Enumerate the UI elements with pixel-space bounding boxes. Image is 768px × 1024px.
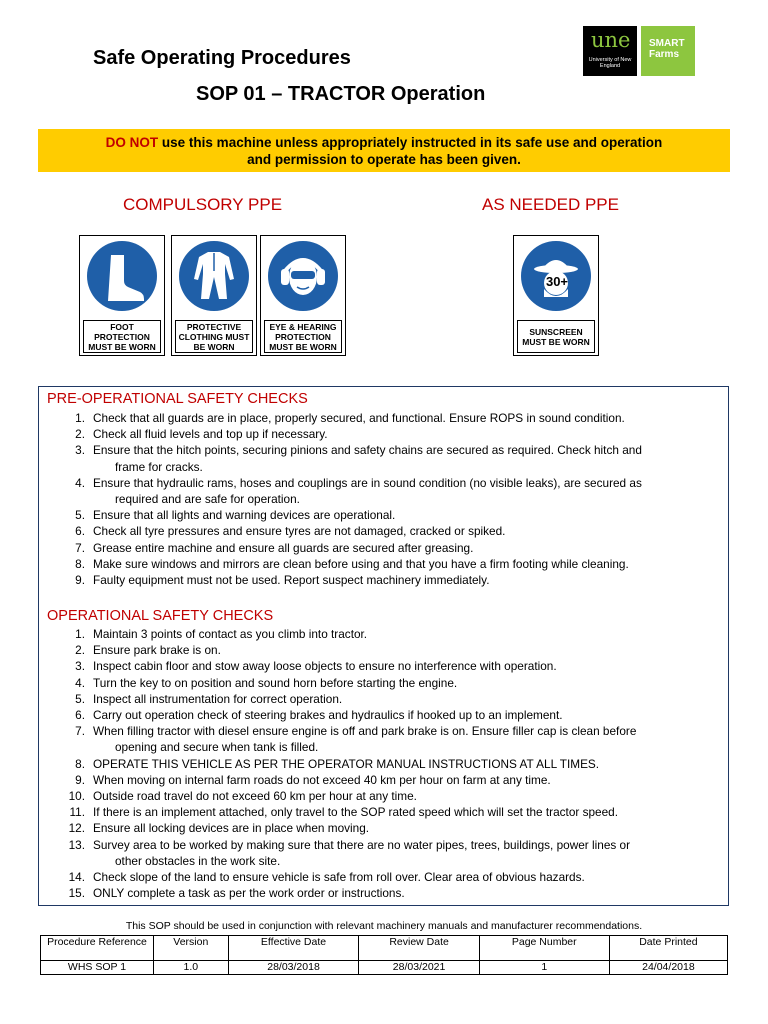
list-item [65, 642, 705, 658]
spf-badge: 30+ [545, 274, 569, 289]
list-item-number: 6. [75, 524, 85, 539]
list-item [65, 820, 705, 836]
protective-clothing-sign [171, 235, 257, 356]
list-item-text: Grease entire machine and ensure all guards are secured after greasing. [93, 540, 474, 555]
smart-logo-line1: SMART [649, 38, 685, 49]
list-item-text: Turn the key to on position and sound horn before starting the engine. [93, 675, 458, 690]
list-item-number: 15. [68, 886, 85, 901]
list-item-text: Ensure park brake is on. [93, 643, 221, 658]
list-item-text: Check that all guards are in place, properly secured, and functional. Ensure ROPS in sound condition. [93, 411, 625, 425]
list-item [65, 426, 705, 442]
list-item-text: Ensure that all lights and warning devices are operational. [93, 508, 396, 523]
list-item-number: 12. [68, 821, 85, 836]
warning-text-line2: and permission to operate has been given. [247, 152, 521, 167]
list-item-text: When filling tractor with diesel ensure engine is off and park brake is on. Ensure filler cap is clean before [93, 724, 637, 739]
list-item-number: 8. [75, 756, 85, 771]
list-item-number: 3. [75, 443, 85, 458]
list-item [65, 572, 705, 588]
list-item [65, 772, 705, 788]
table-cell: WHS SOP 1 [41, 961, 154, 975]
list-item-text: Check slope of the land to ensure vehicle is safe from roll over. Clear area of obvious hazards. [93, 870, 585, 885]
list-item-text: Inspect all instrumentation for correct operation. [93, 691, 343, 706]
list-item-number: 13. [68, 837, 85, 852]
smart-logo-line2: Farms [649, 49, 680, 60]
operational-list [65, 626, 705, 901]
document-info-table [40, 935, 728, 975]
list-item-text-continued: opening and secure when tank is filled. [115, 740, 319, 755]
list-item-number: 1. [75, 627, 85, 641]
list-item-number: 2. [75, 427, 85, 442]
list-item-text: Outside road travel do not exceed 60 km per hour at any time. [93, 789, 417, 804]
table-header-cell: Date Printed [609, 936, 727, 961]
list-item-number: 11. [69, 805, 85, 820]
list-item [65, 475, 705, 507]
list-item-text: Survey area to be worked by making sure that there are no water pipes, trees, buildings, power lines or [93, 837, 631, 852]
list-item [65, 869, 705, 885]
table-cell: 28/03/2018 [228, 961, 359, 975]
list-item-text: Maintain 3 points of contact as you climb into tractor. [93, 627, 368, 641]
sign-label: FOOT PROTECTION MUST BE WORN [83, 320, 161, 353]
sign-label: EYE & HEARING PROTECTION MUST BE WORN [264, 320, 342, 353]
table-header-cell: Effective Date [228, 936, 359, 961]
foot-protection-sign [79, 235, 165, 356]
pre-operational-heading: PRE-OPERATIONAL SAFETY CHECKS [47, 391, 308, 407]
eye-hearing-protection-sign [260, 235, 346, 356]
list-item-text: Check all fluid levels and top up if necessary. [93, 427, 328, 442]
list-item [65, 675, 705, 691]
table-header-cell: Procedure Reference [41, 936, 154, 961]
footer-note: This SOP should be used in conjunction with relevant machinery manuals and manufacturer recommendations. [125, 920, 643, 932]
list-item-number: 3. [75, 659, 85, 674]
list-item [65, 837, 705, 869]
table-header-cell: Page Number [479, 936, 609, 961]
sign-label: PROTECTIVE CLOTHING MUST BE WORN [175, 320, 253, 353]
page-title: Safe Operating Procedures [93, 47, 351, 69]
smart-farms-logo [641, 26, 695, 76]
list-item-number: 2. [75, 643, 85, 658]
list-item [65, 788, 705, 804]
une-logo [583, 26, 637, 76]
list-item-text-continued: frame for cracks. [115, 459, 203, 474]
list-item-text: If there is an implement attached, only travel to the SOP rated speed which will set the tractor speed. [93, 805, 619, 820]
list-item [65, 756, 705, 772]
list-item-text-continued: required and are safe for operation. [115, 492, 300, 507]
list-item-text: Faulty equipment must not be used. Report suspect machinery immediately. [93, 573, 490, 588]
list-item [65, 523, 705, 539]
list-item-number: 10. [68, 789, 85, 804]
sunscreen-sign [513, 235, 599, 356]
une-logo-subtext: University of New England [588, 57, 632, 69]
operational-heading: OPERATIONAL SAFETY CHECKS [47, 608, 274, 624]
list-item [65, 410, 705, 426]
list-item-number: 9. [75, 772, 85, 787]
sign-label: SUNSCREEN MUST BE WORN [517, 320, 595, 353]
list-item-number: 7. [75, 724, 85, 739]
list-item-text: ONLY complete a task as per the work order or instructions. [93, 886, 405, 901]
list-item-number: 7. [75, 540, 85, 555]
list-item-number: 14. [68, 870, 85, 885]
une-logo-text: une [591, 28, 631, 52]
list-item-text: Carry out operation check of steering brakes and hydraulics if hooked up to an implement. [93, 708, 563, 723]
list-item [65, 707, 705, 723]
list-item-text: Make sure windows and mirrors are clean before using and that you have a firm footing while cleaning. [93, 556, 629, 571]
warning-text: use this machine unless appropriately instructed in its safe use and operation [158, 135, 663, 150]
list-item-text: When moving on internal farm roads do not exceed 40 km per hour on farm at any time. [93, 772, 551, 787]
list-item-number: 9. [75, 573, 85, 588]
table-cell: 1.0 [154, 961, 229, 975]
list-item-number: 5. [75, 691, 85, 706]
eye-hearing-icon [268, 241, 338, 311]
list-item [65, 804, 705, 820]
table-header-cell: Review Date [359, 936, 479, 961]
list-item-text-continued: other obstacles in the work site. [115, 853, 281, 868]
list-item-number: 1. [75, 411, 85, 425]
warning-banner [38, 129, 730, 172]
list-item-text: Inspect cabin floor and stow away loose objects to ensure no interference with operation. [93, 659, 557, 674]
list-item-number: 8. [75, 556, 85, 571]
list-item-text: OPERATE THIS VEHICLE AS PER THE OPERATOR MANUAL INSTRUCTIONS AT ALL TIMES. [93, 756, 600, 771]
table-header-cell: Version [154, 936, 229, 961]
list-item-text: Ensure that the hitch points, securing pinions and safety chains are secured as required. Check hitch and [93, 443, 642, 458]
warning-emphasis: DO NOT [105, 135, 159, 150]
list-item-number: 4. [75, 675, 85, 690]
pre-operational-list [65, 410, 705, 588]
list-item [65, 556, 705, 572]
list-item [65, 626, 705, 642]
coverall-icon [179, 241, 249, 311]
list-item [65, 507, 705, 523]
list-item [65, 658, 705, 674]
table-cell: 1 [479, 961, 609, 975]
list-item-number: 6. [75, 708, 85, 723]
list-item [65, 540, 705, 556]
compulsory-ppe-heading: COMPULSORY PPE [123, 195, 283, 214]
table-cell: 24/04/2018 [609, 961, 727, 975]
list-item [65, 723, 705, 755]
boot-icon [87, 241, 157, 311]
list-item-number: 5. [75, 508, 85, 523]
page-subtitle: SOP 01 – TRACTOR Operation [196, 83, 486, 105]
as-needed-ppe-heading: AS NEEDED PPE [482, 195, 619, 214]
list-item [65, 885, 705, 901]
list-item-number: 4. [75, 475, 85, 490]
list-item-text: Ensure all locking devices are in place when moving. [93, 821, 370, 836]
table-cell: 28/03/2021 [359, 961, 479, 975]
list-item [65, 442, 705, 474]
list-item-text: Ensure that hydraulic rams, hoses and couplings are in sound condition (no visible leaks), are secured as [93, 475, 642, 490]
list-item [65, 691, 705, 707]
list-item-text: Check all tyre pressures and ensure tyres are not damaged, cracked or spiked. [93, 524, 506, 539]
